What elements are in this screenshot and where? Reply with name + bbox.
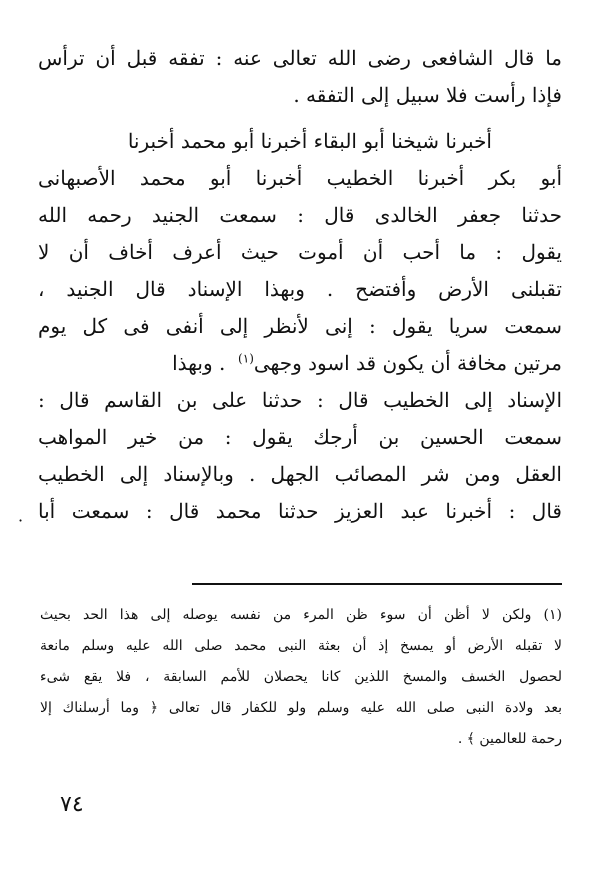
footnote-block <box>40 600 562 755</box>
text-segment: . وبهذا <box>172 351 226 375</box>
footnote-line: لحصول الخسف والمسخ اللذين كانا يحصلان للأمم السابقة ، فلا يقع شىء <box>40 669 562 685</box>
page-number: ٧٤ <box>60 792 84 817</box>
footnote-line: (١) ولكن لا أظن أن سوء ظن المرء من نفسه يوصله إلى هذا الحد بحيث <box>40 607 562 623</box>
main-text <box>38 40 562 530</box>
text-line: ما قال الشافعى رضى الله تعالى عنه : تفقه قبل أن ترأس <box>38 46 562 70</box>
footnote-reference[interactable]: (١) <box>238 351 254 366</box>
text-line: سمعت سريا يقول : إنى لأنظر إلى أنفى فى كل يوم <box>38 314 562 338</box>
footnote-line: بعد ولادة النبى صلى الله عليه وسلم ولو للكفار قال تعالى ﴿ وما أرسلناك إلا <box>40 700 562 716</box>
text-line: قال : أخبرنا عبد العزيز حدثنا محمد قال : سمعت أبا <box>38 499 562 523</box>
text-segment: مرتين مخافة أن يكون قد اسود وجهى <box>253 351 562 375</box>
text-line: فإذا رأست فلا سبيل إلى التفقه . <box>293 83 562 107</box>
margin-mark: · <box>18 511 24 530</box>
paragraph-gap <box>38 114 562 123</box>
footnote-line: رحمة للعالمين ﴾ . <box>457 731 562 747</box>
text-line-with-footnote <box>38 345 562 382</box>
text-line: سمعت الحسين بن أرجك يقول : من خير المواهب <box>38 425 562 449</box>
text-line: أخبرنا شيخنا أبو البقاء أخبرنا أبو محمد أخبرنا <box>127 129 492 153</box>
text-line: حدثنا جعفر الخالدى قال : سمعت الجنيد رحمه الله <box>38 203 562 227</box>
text-line: أبو بكر أخبرنا الخطيب أخبرنا أبو محمد الأصبهانى <box>38 166 562 190</box>
text-line: يقول : ما أحب أن أموت حيث أعرف أخاف أن لا <box>38 240 562 264</box>
footnote-separator <box>192 583 562 585</box>
text-line: الإسناد إلى الخطيب قال : حدثنا على بن القاسم قال : <box>38 388 562 412</box>
text-line: تقبلنى الأرض وأفتضح . وبهذا الإسناد قال الجنيد ، <box>38 277 562 301</box>
text-line: العقل ومن شر المصائب الجهل . وبالإسناد إلى الخطيب <box>38 462 562 486</box>
footnote-line: لا تقبله الأرض أو يمسخ إذ أن بعثة النبى محمد صلى الله عليه وسلم مانعة <box>40 638 562 654</box>
